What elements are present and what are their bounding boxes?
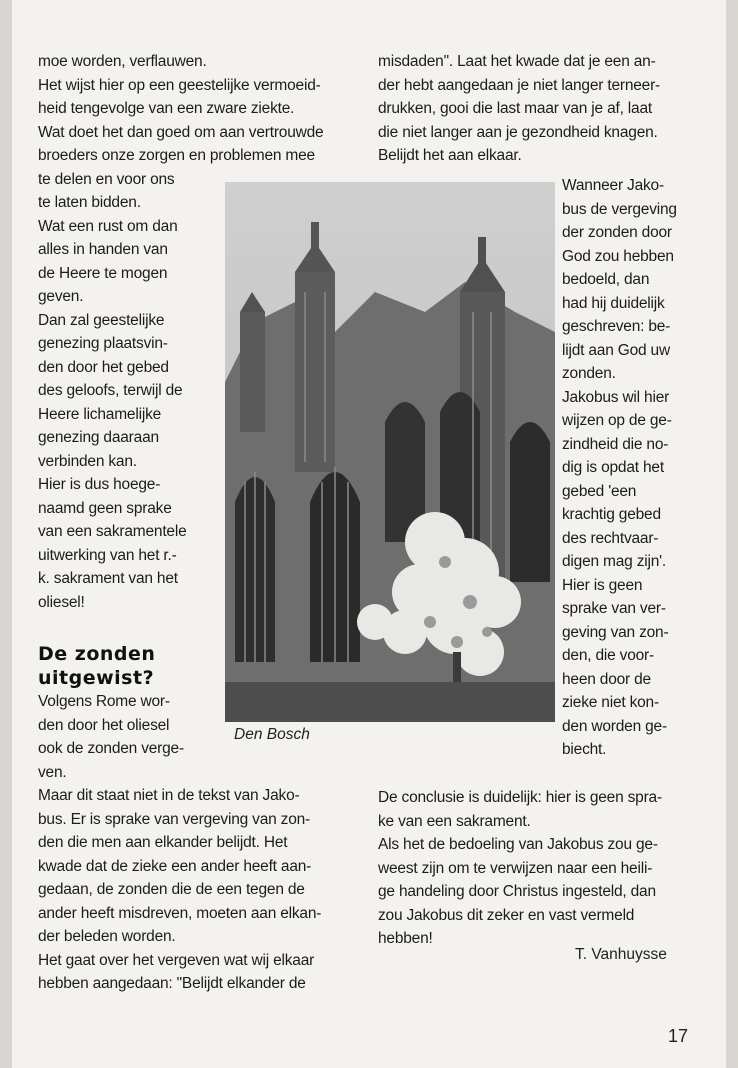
- text-line: die niet langer aan je gezondheid knagen.: [378, 123, 658, 141]
- text-line: ven.: [38, 763, 67, 781]
- text-line: Volgens Rome wor-: [38, 693, 170, 710]
- text-line: Wat doet het dan goed om aan vertrouwde: [38, 123, 324, 141]
- text-line: moe worden, verflauwen.: [38, 53, 207, 70]
- text-line: bus de vergeving: [562, 200, 677, 218]
- text-line: ge handeling door Christus ingesteld, dan: [378, 883, 656, 900]
- text-line: Maar dit staat niet in de tekst van Jako-: [38, 787, 300, 804]
- text-line: ke van een sakrament.: [378, 812, 531, 830]
- text-line: Als het de bedoeling van Jakobus zou ge-: [378, 836, 658, 853]
- text-line: Dan zal geestelijke: [38, 311, 165, 329]
- text-line: der zonden door: [562, 224, 672, 241]
- right-column-top: [378, 50, 660, 168]
- text-line: broeders onze zorgen en problemen mee: [38, 147, 315, 164]
- text-line: den door het oliesel: [38, 716, 170, 734]
- text-line: zou Jakobus dit zeker en vast vermeld: [378, 906, 635, 924]
- text-line: Jakobus wil hier: [562, 388, 670, 406]
- text-line: uitwerking van het r.-: [38, 546, 177, 564]
- text-line: zindheid die no-: [562, 435, 669, 453]
- text-line: te laten bidden.: [38, 194, 141, 211]
- text-line: Het wijst hier op een geestelijke vermoeid-: [38, 76, 321, 94]
- text-line: heid tengevolge van een zware ziekte.: [38, 100, 295, 117]
- text-line: verbinden kan.: [38, 452, 137, 470]
- text-line: hebben!: [378, 930, 433, 947]
- text-line: geving van zon-: [562, 623, 669, 641]
- right-column-bottom: [378, 786, 662, 951]
- text-line: Heere lichamelijke: [38, 405, 162, 423]
- text-line: digen mag zijn'.: [562, 553, 667, 570]
- text-line: krachtig gebed: [562, 506, 661, 523]
- page-number: 17: [668, 1026, 689, 1046]
- right-column-narrow: [562, 174, 677, 762]
- text-line: wijzen op de ge-: [562, 412, 672, 429]
- text-line: Het gaat over het vergeven wat wij elkaar: [38, 951, 315, 969]
- text-line: den door het gebed: [38, 358, 169, 376]
- text-line: kwade dat de zieke een ander heeft aan-: [38, 857, 312, 875]
- text-line: God zou hebben: [562, 247, 674, 265]
- text-line: ook de zonden verge-: [38, 740, 184, 757]
- text-line: misdaden". Laat het kwade dat je een an-: [378, 53, 656, 70]
- text-line: had hij duidelijk: [562, 294, 665, 312]
- text-line: des rechtvaar-: [562, 529, 659, 547]
- text-line: genezing daaraan: [38, 429, 159, 446]
- text-line: dig is opdat het: [562, 459, 664, 476]
- text-line: van een sakramentele: [38, 523, 187, 540]
- text-line: bedoeld, dan: [562, 271, 650, 288]
- text-line: den, die voor-: [562, 647, 654, 664]
- text-line: ander heeft misdreven, moeten aan elkan-: [38, 904, 322, 922]
- text-line: der hebt aangedaan je niet langer terneer-: [378, 76, 661, 94]
- text-line: drukken, gooi die last maar van je af, laat: [378, 100, 653, 117]
- text-line: oliesel!: [38, 593, 85, 611]
- magazine-page: [12, 0, 726, 1068]
- section-heading: [38, 642, 155, 690]
- text-line: heen door de: [562, 670, 651, 688]
- text-line: des geloofs, terwijl de: [38, 382, 183, 399]
- text-line: gedaan, de zonden die de een tegen de: [38, 881, 305, 898]
- cathedral-photo: [225, 182, 555, 722]
- text-line: weest zijn om te verwijzen naar een heili-: [378, 859, 653, 877]
- photo-caption: Den Bosch: [234, 726, 310, 743]
- cathedral-illustration: [225, 182, 555, 722]
- text-line: Hier is geen: [562, 576, 643, 594]
- text-line: Wanneer Jako-: [562, 177, 664, 194]
- author-signature: T. Vanhuysse: [575, 946, 667, 963]
- text-line: der beleden worden.: [38, 928, 176, 945]
- heading-line: uitgewist?: [38, 667, 155, 689]
- text-line: den worden ge-: [562, 717, 667, 735]
- text-line: Hier is dus hoege-: [38, 476, 161, 493]
- text-line: alles in handen van: [38, 241, 168, 258]
- text-line: De conclusie is duidelijk: hier is geen spra-: [378, 789, 662, 806]
- text-line: sprake van ver-: [562, 600, 666, 617]
- text-line: biecht.: [562, 741, 607, 758]
- text-line: gebed 'een: [562, 482, 637, 500]
- text-line: lijdt aan God uw: [562, 341, 670, 359]
- heading-line: De zonden: [38, 643, 156, 665]
- text-line: te delen en voor ons: [38, 170, 175, 188]
- text-line: Belijdt het aan elkaar.: [378, 147, 522, 164]
- text-line: bus. Er is sprake van vergeving van zon-: [38, 810, 310, 828]
- text-line: naamd geen sprake: [38, 499, 172, 517]
- text-line: geschreven: be-: [562, 318, 671, 335]
- text-line: de Heere te mogen: [38, 264, 168, 282]
- text-line: zieke niet kon-: [562, 694, 659, 711]
- text-line: k. sakrament van het: [38, 570, 178, 587]
- text-line: den die men aan elkander belijdt. Het: [38, 834, 288, 851]
- text-line: geven.: [38, 288, 84, 305]
- text-line: genezing plaatsvin-: [38, 335, 168, 352]
- text-line: zonden.: [562, 365, 616, 382]
- text-line: hebben aangedaan: "Belijdt elkander de: [38, 975, 306, 992]
- text-line: Wat een rust om dan: [38, 217, 178, 235]
